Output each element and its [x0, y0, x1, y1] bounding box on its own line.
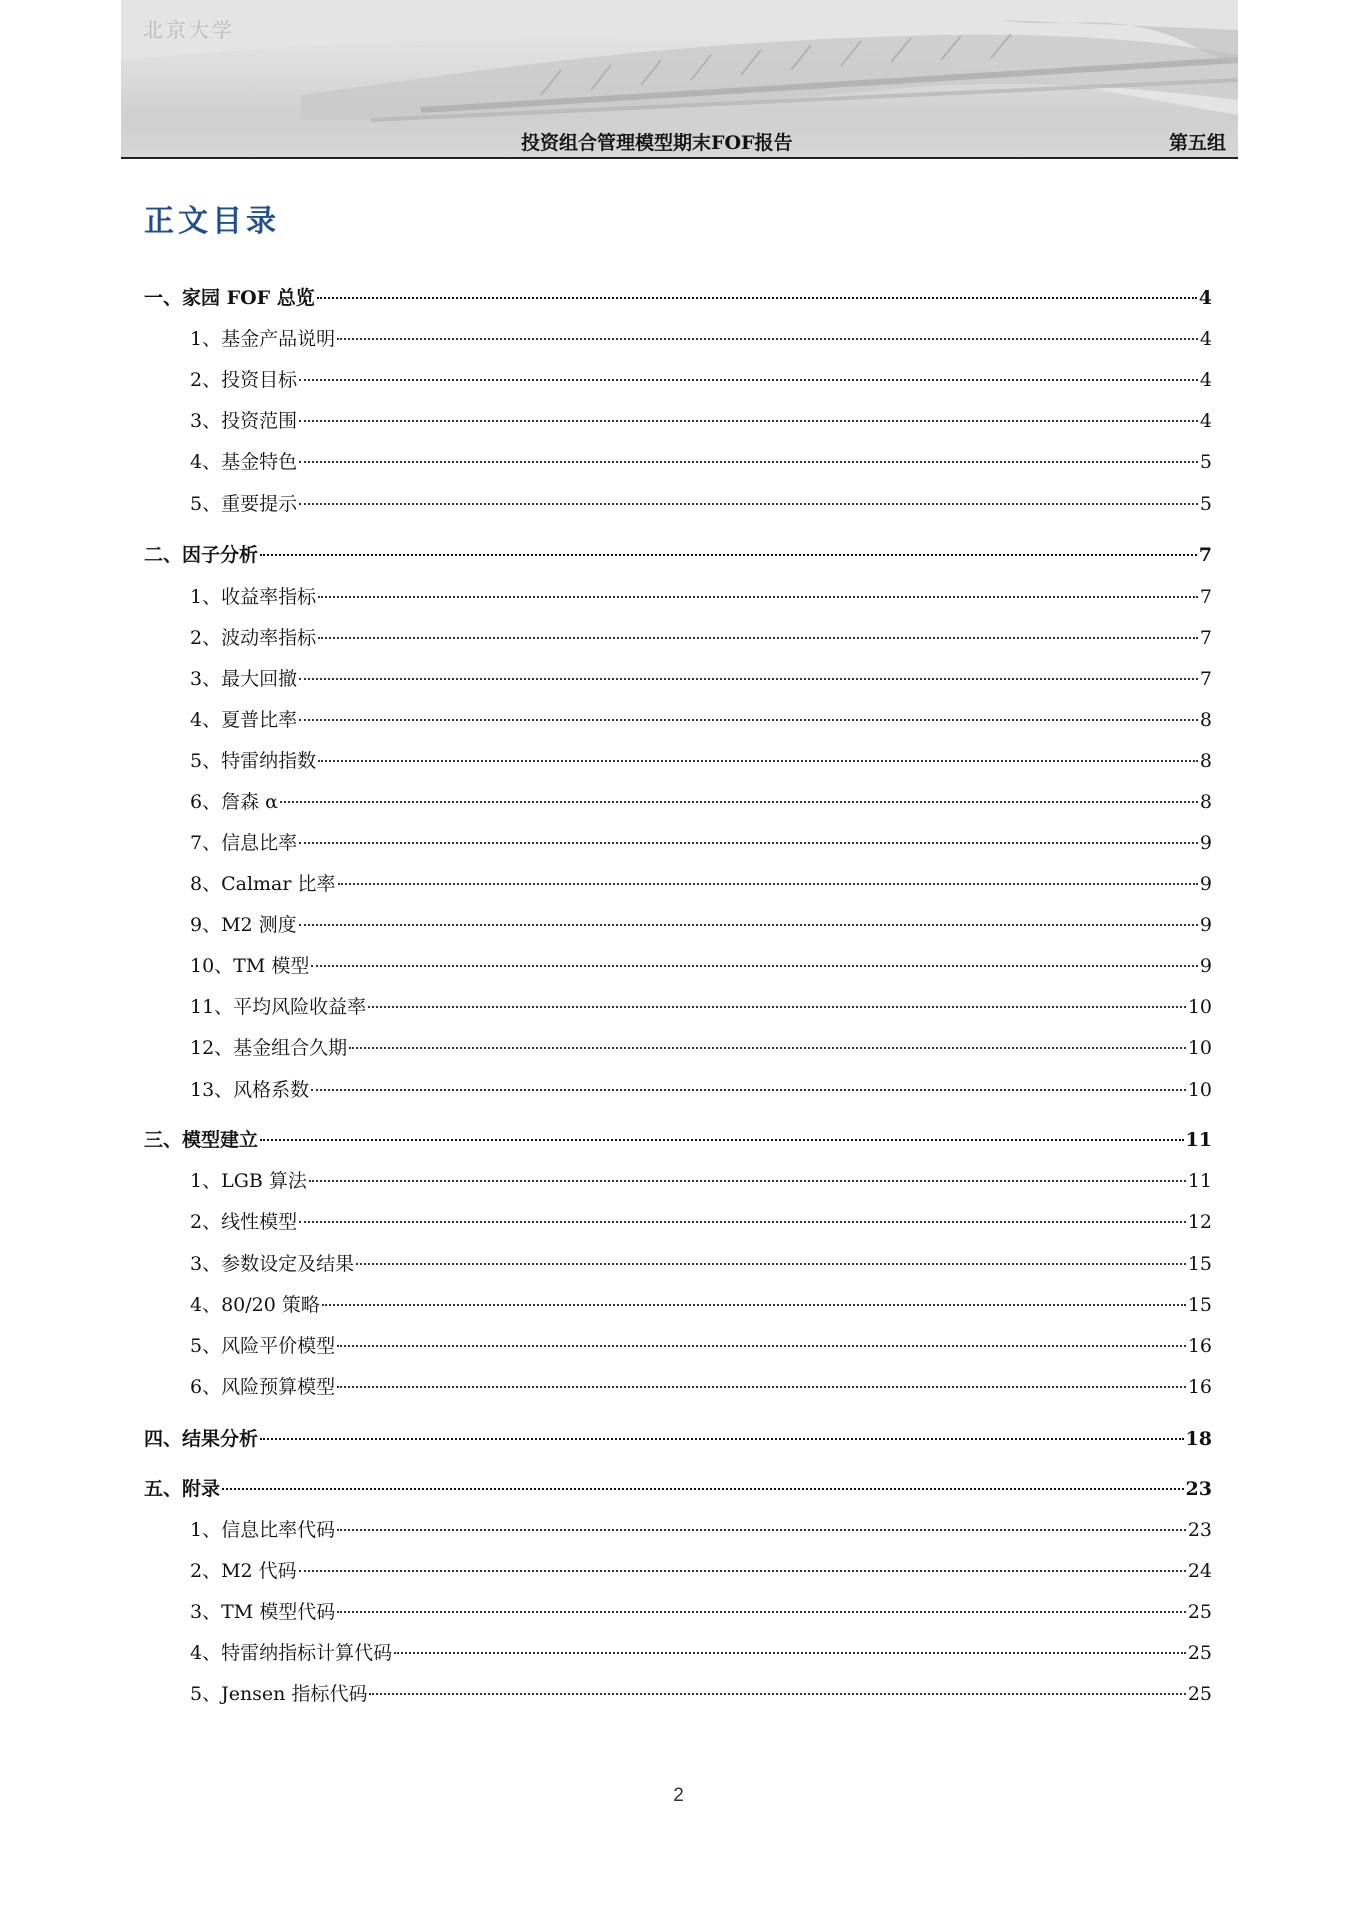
toc-subsection-entry[interactable] — [144, 1249, 1212, 1277]
toc-entry-page: 25 — [1187, 1683, 1212, 1705]
toc-entry-page: 10 — [1187, 1037, 1212, 1059]
toc-entry-page: 9 — [1199, 873, 1212, 895]
toc-dot-leader — [299, 503, 1198, 505]
toc-dot-leader — [337, 1345, 1186, 1347]
toc-entry-page: 10 — [1187, 1079, 1212, 1101]
toc-dot-leader — [299, 924, 1198, 926]
toc-entry-label: 10、TM 模型 — [190, 955, 310, 977]
toc-entry-page: 4 — [1198, 287, 1212, 309]
page-number: 2 — [673, 1785, 684, 1806]
toc-subsection-entry[interactable] — [144, 406, 1212, 434]
toc-entry-page: 7 — [1199, 586, 1212, 608]
toc-entry-page: 18 — [1185, 1428, 1212, 1450]
toc-subsection-entry[interactable] — [144, 447, 1212, 475]
header-divider — [121, 157, 1238, 159]
toc-subsection-entry[interactable] — [144, 623, 1212, 651]
toc-entry-label: 3、参数设定及结果 — [190, 1253, 355, 1275]
toc-subsection-entry[interactable] — [144, 1679, 1212, 1707]
toc-dot-leader — [299, 719, 1198, 721]
toc-subsection-entry[interactable] — [144, 365, 1212, 393]
toc-entry-label: 3、最大回撤 — [190, 668, 298, 690]
toc-subsection-entry[interactable] — [144, 992, 1212, 1020]
toc-subsection-entry[interactable] — [144, 1372, 1212, 1400]
toc-entry-label: 一、家园 FOF 总览 — [144, 287, 315, 309]
toc-entry-page: 4 — [1199, 328, 1212, 350]
toc-section-entry[interactable] — [144, 540, 1212, 568]
toc-entry-page: 25 — [1187, 1601, 1212, 1623]
toc-entry-label: 11、平均风险收益率 — [190, 996, 367, 1018]
toc-dot-leader — [280, 801, 1198, 803]
toc-dot-leader — [394, 1652, 1186, 1654]
toc-subsection-entry[interactable] — [144, 1290, 1212, 1318]
toc-subsection-entry[interactable] — [144, 1556, 1212, 1584]
toc-entry-label: 四、结果分析 — [144, 1428, 259, 1450]
toc-dot-leader — [337, 1529, 1186, 1531]
toc-entry-label: 7、信息比率 — [190, 832, 298, 854]
toc-dot-leader — [349, 1047, 1186, 1049]
toc-entry-page: 25 — [1187, 1642, 1212, 1664]
toc-dot-leader — [299, 461, 1198, 463]
toc-entry-page: 7 — [1198, 544, 1212, 566]
toc-dot-leader — [318, 596, 1198, 598]
toc-entry-page: 4 — [1199, 369, 1212, 391]
toc-dot-leader — [260, 554, 1197, 556]
toc-subsection-entry[interactable] — [144, 1075, 1212, 1103]
toc-entry-label: 5、Jensen 指标代码 — [190, 1683, 368, 1705]
toc-entry-page: 9 — [1199, 832, 1212, 854]
toc-subsection-entry[interactable] — [144, 1515, 1212, 1543]
toc-dot-leader — [299, 420, 1198, 422]
toc-entry-page: 9 — [1199, 914, 1212, 936]
toc-entry-label: 三、模型建立 — [144, 1129, 259, 1151]
toc-section-entry[interactable] — [144, 1125, 1212, 1153]
toc-entry-page: 9 — [1199, 955, 1212, 977]
toc-entry-page: 4 — [1199, 410, 1212, 432]
toc-subsection-entry[interactable] — [144, 489, 1212, 517]
toc-entry-label: 5、风险平价模型 — [190, 1335, 336, 1357]
toc-entry-page: 16 — [1187, 1376, 1212, 1398]
toc-entry-page: 10 — [1187, 996, 1212, 1018]
toc-heading: 正文目录 — [144, 204, 280, 239]
logo-watermark: 北京大学 — [143, 18, 235, 42]
toc-entry-label: 2、投资目标 — [190, 369, 298, 391]
toc-entry-label: 5、重要提示 — [190, 493, 298, 515]
toc-dot-leader — [299, 1570, 1186, 1572]
toc-entry-page: 11 — [1185, 1129, 1212, 1151]
toc-entry-label: 3、TM 模型代码 — [190, 1601, 336, 1623]
toc-subsection-entry[interactable] — [144, 324, 1212, 352]
toc-subsection-entry[interactable] — [144, 869, 1212, 897]
toc-dot-leader — [337, 1611, 1186, 1613]
toc-entry-label: 12、基金组合久期 — [190, 1037, 348, 1059]
toc-entry-page: 5 — [1199, 493, 1212, 515]
toc-entry-page: 7 — [1199, 627, 1212, 649]
toc-dot-leader — [260, 1438, 1184, 1440]
toc-dot-leader — [318, 760, 1198, 762]
toc-entry-page: 24 — [1187, 1560, 1212, 1582]
toc-entry-page: 23 — [1185, 1478, 1212, 1500]
toc-subsection-entry[interactable] — [144, 705, 1212, 733]
toc-dot-leader — [317, 297, 1197, 299]
toc-dot-leader — [369, 1693, 1185, 1695]
toc-subsection-entry[interactable] — [144, 1331, 1212, 1359]
toc-subsection-entry[interactable] — [144, 746, 1212, 774]
toc-subsection-entry[interactable] — [144, 1638, 1212, 1666]
toc-entry-label: 4、特雷纳指标计算代码 — [190, 1642, 393, 1664]
toc-entry-label: 4、基金特色 — [190, 451, 298, 473]
toc-entry-page: 15 — [1187, 1294, 1212, 1316]
toc-entry-label: 2、线性模型 — [190, 1211, 298, 1233]
toc-dot-leader — [318, 637, 1198, 639]
toc-dot-leader — [309, 1180, 1186, 1182]
toc-section-entry[interactable] — [144, 283, 1212, 311]
toc-entry-page: 5 — [1199, 451, 1212, 473]
toc-subsection-entry[interactable] — [144, 1207, 1212, 1235]
toc-entry-page: 23 — [1187, 1519, 1212, 1541]
toc-entry-label: 4、夏普比率 — [190, 709, 298, 731]
toc-dot-leader — [368, 1006, 1186, 1008]
toc-entry-label: 2、波动率指标 — [190, 627, 317, 649]
toc-subsection-entry[interactable] — [144, 1597, 1212, 1625]
toc-dot-leader — [337, 338, 1198, 340]
toc-entry-label: 二、因子分析 — [144, 544, 259, 566]
toc-dot-leader — [299, 379, 1198, 381]
toc-entry-label: 1、信息比率代码 — [190, 1519, 336, 1541]
toc-entry-label: 5、特雷纳指数 — [190, 750, 317, 772]
toc-entry-page: 8 — [1199, 709, 1212, 731]
toc-dot-leader — [260, 1139, 1184, 1141]
toc-entry-label: 9、M2 测度 — [190, 914, 297, 936]
toc-subsection-entry[interactable] — [144, 1166, 1212, 1194]
toc-subsection-entry[interactable] — [144, 951, 1212, 979]
toc-entry-label: 1、收益率指标 — [190, 586, 317, 608]
toc-dot-leader — [311, 965, 1198, 967]
toc-entry-label: 13、风格系数 — [190, 1079, 310, 1101]
header-title: 投资组合管理模型期末FOF报告 — [521, 132, 793, 154]
toc-entry-label: 6、风险预算模型 — [190, 1376, 336, 1398]
toc-section-entry[interactable] — [144, 1474, 1212, 1502]
toc-dot-leader — [299, 678, 1198, 680]
toc-subsection-entry[interactable] — [144, 582, 1212, 610]
toc-dot-leader — [356, 1263, 1186, 1265]
toc-entry-label: 五、附录 — [144, 1478, 221, 1500]
toc-subsection-entry[interactable] — [144, 1033, 1212, 1061]
toc-entry-page: 16 — [1187, 1335, 1212, 1357]
toc-subsection-entry[interactable] — [144, 664, 1212, 692]
toc-entry-label: 1、LGB 算法 — [190, 1170, 307, 1192]
toc-entry-page: 15 — [1187, 1253, 1212, 1275]
toc-subsection-entry[interactable] — [144, 828, 1212, 856]
toc-entry-label: 6、詹森 α — [190, 791, 278, 813]
toc-dot-leader — [222, 1488, 1184, 1490]
toc-entry-page: 8 — [1199, 791, 1212, 813]
toc-entry-page: 7 — [1199, 668, 1212, 690]
toc-entry-page: 11 — [1187, 1170, 1212, 1192]
toc-entry-label: 2、M2 代码 — [190, 1560, 297, 1582]
toc-entry-page: 12 — [1187, 1211, 1212, 1233]
toc-entry-label: 4、80/20 策略 — [190, 1294, 320, 1316]
toc-dot-leader — [299, 842, 1198, 844]
toc-entry-page: 8 — [1199, 750, 1212, 772]
toc-dot-leader — [337, 1386, 1186, 1388]
toc-subsection-entry[interactable] — [144, 787, 1212, 815]
toc-entry-label: 1、基金产品说明 — [190, 328, 336, 350]
header-group: 第五组 — [1168, 132, 1226, 154]
toc-subsection-entry[interactable] — [144, 910, 1212, 938]
toc-dot-leader — [311, 1089, 1186, 1091]
toc-dot-leader — [299, 1221, 1186, 1223]
toc-entry-label: 8、Calmar 比率 — [190, 873, 336, 895]
toc-section-entry[interactable] — [144, 1424, 1212, 1452]
toc-dot-leader — [338, 883, 1198, 885]
toc-entry-label: 3、投资范围 — [190, 410, 298, 432]
header-banner — [121, 0, 1238, 157]
toc-dot-leader — [322, 1304, 1186, 1306]
